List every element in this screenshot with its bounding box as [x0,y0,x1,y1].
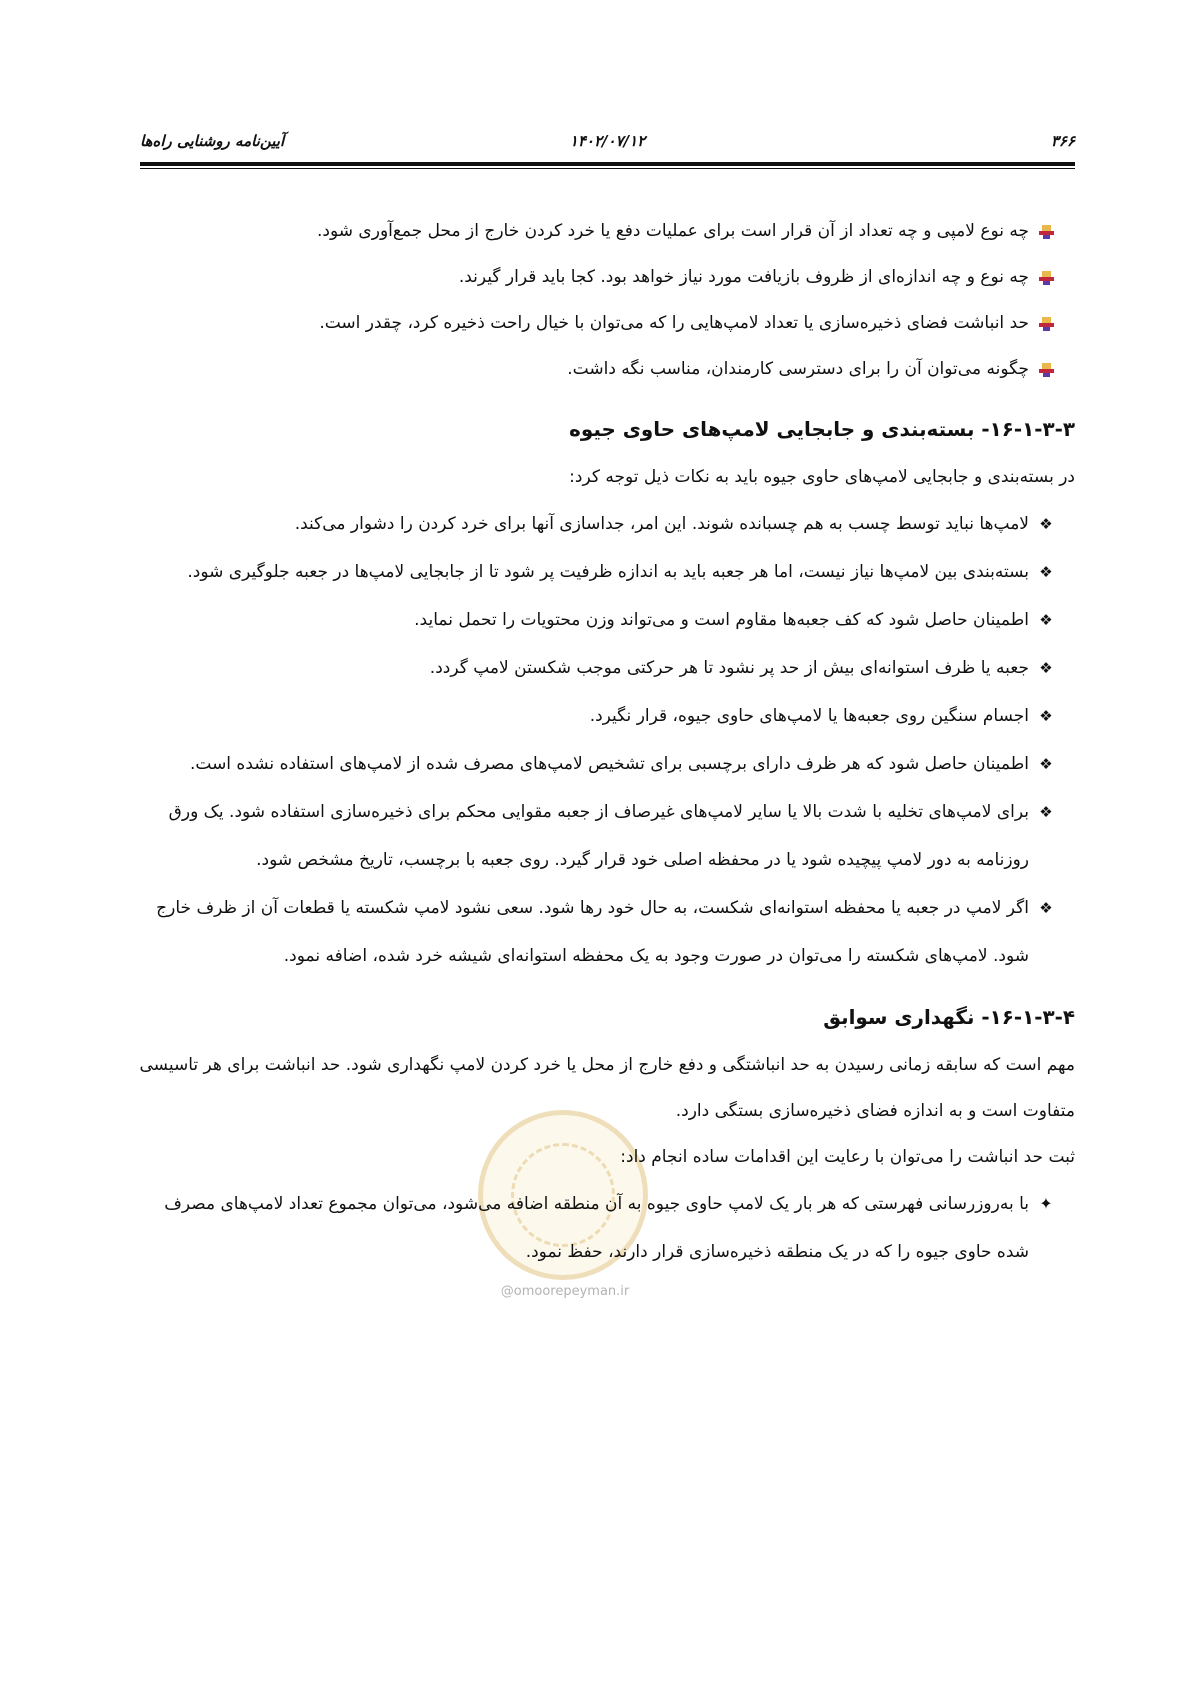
bullet-icon [1035,346,1057,392]
diamond-bullet-icon: ❖ [1039,563,1053,581]
list-item: ❖ اطمینان حاصل شود که هر ظرف دارای برچسبی برای تشخیص لامپ‌های مصرف شده از لامپ‌های استفاده نشده است. [138,740,1075,788]
bullet-icon [1035,254,1057,300]
diamond-bullet-icon: ❖ [1039,803,1053,821]
main-content [138,208,1075,1276]
list-item: حد انباشت فضای ذخیره‌سازی یا تعداد لامپ‌هایی را که می‌توان با خیال راحت ذخیره کرد، چقدر است. [138,300,1075,346]
list-item: ❖ برای لامپ‌های تخلیه با شدت بالا یا سایر لامپ‌های غیرصاف از جعبه مقوایی محکم برای ذخیره‌سازی استفاده شود. یک ورق روزنامه به دور لامپ پیچیده شود یا در محفظه اصلی خود قرار گیرد. روی جعبه با برچسب، تاریخ مشخص شود. [138,788,1075,884]
header-date: ۱۴۰۲/۰۷/۱۲ [569,132,646,150]
diamond-bullet-icon: ❖ [1039,755,1053,773]
section-intro: در بسته‌بندی و جابجایی لامپ‌های حاوی جیوه باید به نکات ذیل توجه کرد: [569,467,1075,487]
watermark-text: @omoorepeyman.ir [500,1284,630,1299]
diamond-bullet-icon: ❖ [1039,899,1053,917]
page-number: ۳۶۶ [1050,132,1075,150]
list-item: ❖ اطمینان حاصل شود که کف جعبه‌ها مقاوم است و می‌تواند وزن محتویات را تحمل نماید. [138,596,1075,644]
list-item: ❖ جعبه یا ظرف استوانه‌ای بیش از حد پر نشود تا هر حرکتی موجب شکستن لامپ گردد. [138,644,1075,692]
list-item: چه نوع لامپی و چه تعداد از آن قرار است برای عملیات دفع یا خرد کردن خارج از محل جمع‌آوری شود. [138,208,1075,254]
bullet-icon [1035,208,1057,254]
header-rule-thin [140,168,1075,169]
list-item: ❖ اجسام سنگین روی جعبه‌ها یا لامپ‌های حاوی جیوه، قرار نگیرد. [138,692,1075,740]
list-item: چه نوع و چه اندازه‌ای از ظروف بازیافت مورد نیاز خواهد بود. کجا باید قرار گیرند. [138,254,1075,300]
section-paragraph: مهم است که سابقه زمانی رسیدن به حد انباشتگی و دفع خارج از محل یا خرد کردن لامپ نگهداری شود. حد انباشت برای هر تاسیسی متفاوت است و به اندازه فضای ذخیره‌سازی بستگی دارد. [139,1055,1075,1121]
header-rule-thick [140,162,1075,166]
list-item: ✦ با به‌روزرسانی فهرستی که هر بار یک لامپ حاوی جیوه به آن منطقه اضافه می‌شود، می‌توان مجموع تعداد لامپ‌های مصرف شده حاوی جیوه را که در یک منطقه ذخیره‌سازی قرار دارند، حفظ نمود. [138,1180,1075,1276]
section-paragraph: ثبت حد انباشت را می‌توان با رعایت این اقدامات ساده انجام داد: [620,1147,1075,1167]
section-heading: ۱۶-۱-۳-۳- بسته‌بندی و جابجایی لامپ‌های حاوی جیوه [569,418,1075,441]
diamond-bullet-icon: ❖ [1039,659,1053,677]
list-item: ❖ لامپ‌ها نباید توسط چسب به هم چسبانده شوند. این امر، جداسازی آنها برای خرد کردن را دشوار می‌کند. [138,500,1075,548]
diamond-bullet-icon: ❖ [1039,707,1053,725]
header-title: آیین‌نامه روشنایی راه‌ها [140,132,285,150]
four-point-star-bullet-icon: ✦ [1039,1194,1053,1213]
page-header [140,128,1075,154]
diamond-bullet-icon: ❖ [1039,611,1053,629]
list-item: ❖ اگر لامپ در جعبه یا محفظه استوانه‌ای شکست، به حال خود رها شود. سعی نشود لامپ شکسته یا قطعات آن از ظرف خارج شود. لامپ‌های شکسته را می‌توان در صورت وجود به یک محفظه استوانه‌ای شیشه خرد شده، اضافه نمود. [138,884,1075,980]
list-item: ❖ بسته‌بندی بین لامپ‌ها نیاز نیست، اما هر جعبه باید به اندازه ظرفیت پر شود تا از جابجایی لامپ‌ها در جعبه جلوگیری شود. [138,548,1075,596]
section-heading: ۱۶-۱-۳-۴- نگهداری سوابق [823,1006,1075,1029]
diamond-bullet-icon: ❖ [1039,515,1053,533]
list-item: چگونه می‌توان آن را برای دسترسی کارمندان، مناسب نگه داشت. [138,346,1075,392]
bullet-icon [1035,300,1057,346]
